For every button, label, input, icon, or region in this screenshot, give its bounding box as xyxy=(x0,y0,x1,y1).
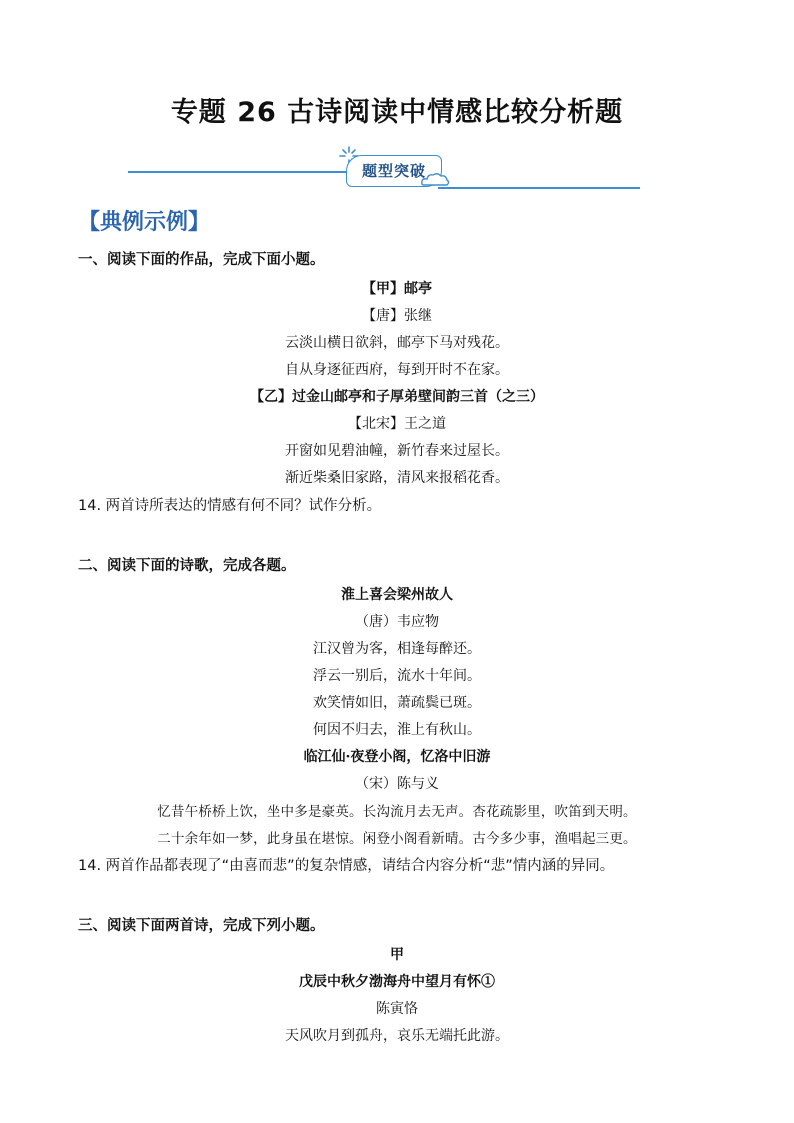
poem-2b-line: 忆昔午桥桥上饮，坐中多是豪英。长沟流月去无声。杏花疏影里，吹笛到天明。 xyxy=(157,804,637,820)
poem-2a-line: 何因不归去，淮上有秋山。 xyxy=(313,722,481,738)
question-2-prompt: 二、阅读下面的诗歌，完成各题。 xyxy=(78,558,296,574)
poem-2a-line: 江汉曾为客，相逢每醉还。 xyxy=(313,641,481,657)
question-1-text: 14. 两首诗所表达的情感有何不同？试作分析。 xyxy=(78,498,382,514)
banner-label: 题型突破 xyxy=(361,162,426,180)
poem-3a-title: 戊辰中秋夕渤海舟中望月有怀① xyxy=(299,974,495,990)
poem-2a-author: （唐）韦应物 xyxy=(355,614,439,630)
page-title: 专题 26 古诗阅读中情感比较分析题 xyxy=(170,97,624,128)
poem-1a-line: 云淡山横日欲斜，邮亭下马对残花。 xyxy=(285,335,509,351)
poem-1b-author: 【北宋】王之道 xyxy=(348,416,446,432)
poem-2b-title: 临江仙·夜登小阁，忆洛中旧游 xyxy=(303,749,491,765)
poem-3a-label: 甲 xyxy=(390,947,404,963)
section-heading: 【典例示例】 xyxy=(78,210,211,235)
question-3-prompt: 三、阅读下面两首诗，完成下列小题。 xyxy=(78,918,325,934)
question-2-text: 14. 两首作品都表现了“由喜而悲”的复杂情感，请结合内容分析“悲”情内涵的异同。 xyxy=(78,858,615,874)
section-banner xyxy=(128,145,640,193)
poem-2b-author: （宋）陈与义 xyxy=(355,776,439,792)
poem-2a-line: 浮云一别后，流水十年间。 xyxy=(313,668,481,684)
poem-3a-line: 天风吹月到孤舟，哀乐无端托此游。 xyxy=(285,1028,509,1044)
poem-1a-author: 【唐】张继 xyxy=(362,308,432,324)
poem-1b-line: 开窗如见碧油幢，新竹春来过屋长。 xyxy=(285,443,509,459)
poem-1a-title: 【甲】邮亭 xyxy=(362,281,432,297)
poem-2a-title: 淮上喜会梁州故人 xyxy=(341,587,453,603)
poem-3a-author: 陈寅恪 xyxy=(376,1001,418,1017)
poem-1b-line: 渐近柴桑旧家路，清风来报稻花香。 xyxy=(285,470,509,486)
banner-divider-right xyxy=(438,187,640,189)
banner-divider-left xyxy=(128,171,346,173)
poem-1b-title: 【乙】过金山邮亭和子厚弟壁间韵三首（之三） xyxy=(250,389,544,405)
question-1-prompt: 一、阅读下面的作品，完成下面小题。 xyxy=(78,252,325,268)
poem-2a-line: 欢笑情如旧，萧疏鬓已斑。 xyxy=(313,695,481,711)
poem-2b-line: 二十余年如一梦，此身虽在堪惊。闲登小阁看新晴。古今多少事，渔唱起三更。 xyxy=(157,831,637,847)
cloud-icon xyxy=(420,171,450,187)
poem-1a-line: 自从身逐征西府，每到开时不在家。 xyxy=(285,362,509,378)
